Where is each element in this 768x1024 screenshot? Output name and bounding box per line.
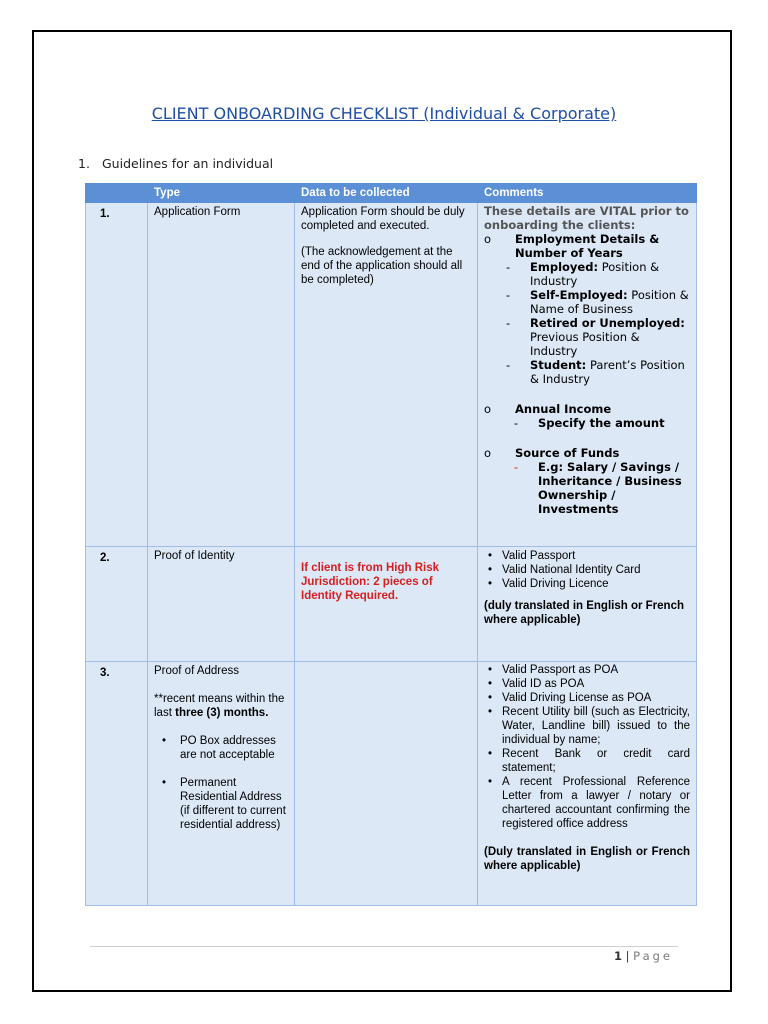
row-type: Application Form xyxy=(148,203,295,547)
data-paragraph: Application Form should be duly completed and executed. xyxy=(301,206,465,232)
section-number: 1. xyxy=(78,156,90,171)
list-item: - Retired or Unemployed: Previous Position & Industry xyxy=(506,316,685,358)
page-number: 1 xyxy=(613,949,622,963)
footer-divider xyxy=(90,946,678,947)
list-item: • Recent Bank or credit card statement; xyxy=(484,747,690,775)
row-data xyxy=(295,547,478,662)
list-item: • Valid Driving License as POA xyxy=(484,691,690,705)
list-item: - Specify the amount xyxy=(514,416,665,430)
header-num xyxy=(86,184,148,203)
list-item: - Student: Parent’s Position & Industry xyxy=(506,358,685,386)
header-comments: Comments xyxy=(478,184,697,203)
table-row-proof-of-address xyxy=(86,662,697,906)
list-item: o Source of Funds xyxy=(484,446,620,460)
header-type: Type xyxy=(148,184,295,203)
row-type: Proof of Address **recent means within the last three (3) months. • PO Box addresses are not acceptable • Permanent Residential Address (if different to current residential address) xyxy=(148,662,295,906)
document-title: CLIENT ONBOARDING CHECKLIST (Individual & Corporate) xyxy=(151,104,617,123)
section-title: Guidelines for an individual xyxy=(101,156,274,171)
list-item: o Employment Details & Number of Years xyxy=(484,232,660,260)
list-item: • Recent Utility bill (such as Electricity, Water, Landline bill) issued to the individual by name; xyxy=(484,705,690,747)
section-heading xyxy=(78,156,273,171)
translation-note: (Duly translated in English or French where applicable) xyxy=(484,846,690,872)
translation-note: (duly translated in English or French where applicable) xyxy=(484,600,684,626)
table-row-application-form xyxy=(86,203,697,547)
high-risk-note: If client is from High Risk Jurisdiction: 2 pieces of Identity Required. xyxy=(301,562,440,602)
row-data xyxy=(295,662,478,906)
list-item: • A recent Professional Reference Letter from a lawyer / notary or chartered accountant confirming the registered office address xyxy=(484,775,690,831)
row-comments xyxy=(478,547,697,662)
list-item: • Valid Driving Licence xyxy=(484,577,690,591)
comments-intro: These details are VITAL prior to onboarding the clients: xyxy=(484,204,689,232)
data-paragraph: (The acknowledgement at the end of the application should all be completed) xyxy=(301,246,463,286)
row-number: 1. xyxy=(86,203,148,547)
recent-note: **recent means within the last three (3) months. xyxy=(154,693,285,719)
list-item: • Permanent Residential Address (if different to current residential address) xyxy=(158,776,288,832)
list-item: • Valid National Identity Card xyxy=(484,563,690,577)
page-label: Page xyxy=(633,949,673,963)
checklist-table xyxy=(85,183,697,906)
row-comments xyxy=(478,662,697,906)
table-row-proof-of-identity xyxy=(86,547,697,662)
list-item: • Valid Passport as POA xyxy=(484,663,690,677)
page-footer xyxy=(614,949,673,963)
table-header-row xyxy=(86,184,697,203)
list-item: • Valid ID as POA xyxy=(484,677,690,691)
list-item: - Employed: Position & Industry xyxy=(506,260,660,288)
page-separator: | xyxy=(625,949,630,963)
row-comments xyxy=(478,203,697,547)
row-type: Proof of Identity xyxy=(148,547,295,662)
row-number: 3. xyxy=(86,662,148,906)
list-item: • Valid Passport xyxy=(484,549,690,563)
row-number: 2. xyxy=(86,547,148,662)
list-item: - E.g: Salary / Savings / Inheritance / Business Ownership / Investments xyxy=(514,460,682,516)
header-data: Data to be collected xyxy=(295,184,478,203)
list-item: o Annual Income xyxy=(484,402,612,416)
row-data xyxy=(295,203,478,547)
list-item: - Self-Employed: Position & Name of Business xyxy=(506,288,689,316)
list-item: • PO Box addresses are not acceptable xyxy=(158,734,288,762)
